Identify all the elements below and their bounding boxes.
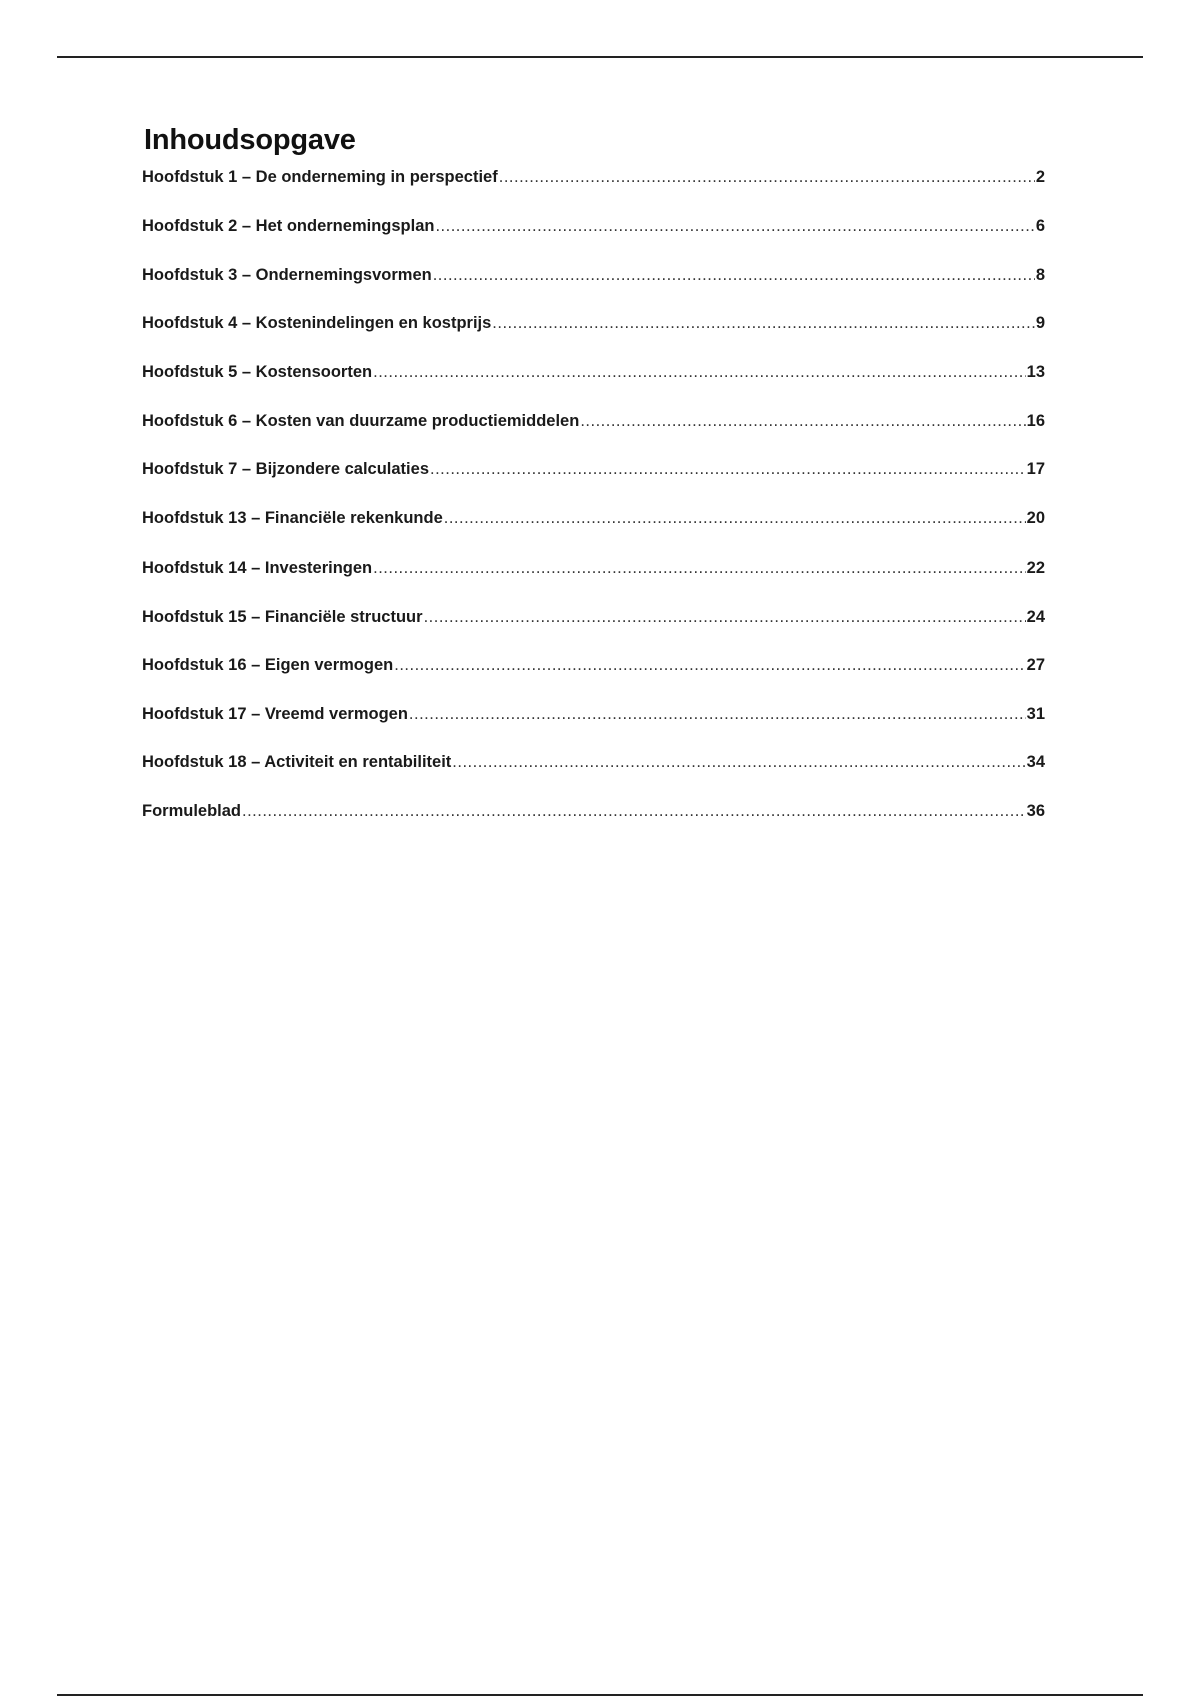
- dot-leader: [409, 703, 1026, 725]
- toc-entry-14[interactable]: [142, 800, 1045, 822]
- toc-entry-4[interactable]: [142, 312, 1045, 334]
- toc-entry-label: Hoofdstuk 4 – Kostenindelingen en kostprijs: [142, 314, 492, 332]
- toc-entry-page: 9: [1035, 314, 1045, 332]
- dot-leader: [394, 654, 1025, 676]
- dot-leader: [492, 312, 1035, 334]
- dot-leader: [580, 410, 1025, 432]
- dot-leader: [242, 800, 1026, 822]
- header-rule: [57, 56, 1143, 58]
- toc-entry-label: Hoofdstuk 18 – Activiteit en rentabiliteit: [142, 753, 452, 771]
- dot-leader: [499, 166, 1035, 188]
- toc-entry-page: 20: [1026, 509, 1045, 527]
- toc-entry-label: Hoofdstuk 1 – De onderneming in perspectief: [142, 168, 498, 186]
- toc-entry-label: Hoofdstuk 16 – Eigen vermogen: [142, 656, 394, 674]
- toc-entry-page: 34: [1026, 753, 1045, 771]
- table-of-contents: [142, 118, 1045, 820]
- toc-entry-label: Formuleblad: [142, 802, 242, 820]
- toc-entry-page: 16: [1026, 412, 1045, 430]
- toc-entry-label: Hoofdstuk 7 – Bijzondere calculaties: [142, 460, 429, 478]
- toc-entry-page: 27: [1026, 656, 1045, 674]
- toc-entry-2[interactable]: [142, 215, 1045, 237]
- dot-leader: [430, 458, 1026, 480]
- toc-entry-label: Hoofdstuk 17 – Vreemd vermogen: [142, 705, 408, 723]
- dot-leader: [452, 751, 1025, 773]
- toc-entry-page: 31: [1026, 705, 1045, 723]
- toc-title: Inhoudsopgave: [144, 124, 356, 156]
- toc-entry-7[interactable]: [142, 458, 1045, 480]
- toc-entry-page: 24: [1026, 608, 1045, 626]
- toc-entry-page: 17: [1026, 460, 1045, 478]
- toc-entry-9[interactable]: [142, 557, 1045, 579]
- toc-entry-8[interactable]: [142, 507, 1045, 529]
- dot-leader: [444, 507, 1026, 529]
- dot-leader: [433, 264, 1035, 286]
- footer-rule: [57, 1694, 1143, 1696]
- toc-entry-12[interactable]: [142, 703, 1045, 725]
- toc-entry-page: 8: [1035, 266, 1045, 284]
- toc-entry-11[interactable]: [142, 654, 1045, 676]
- toc-entry-6[interactable]: [142, 410, 1045, 432]
- toc-entry-5[interactable]: [142, 361, 1045, 383]
- toc-entry-13[interactable]: [142, 751, 1045, 773]
- toc-entry-page: 2: [1035, 168, 1045, 186]
- toc-entry-label: Hoofdstuk 5 – Kostensoorten: [142, 363, 373, 381]
- toc-entry-page: 36: [1026, 802, 1045, 820]
- toc-entry-label: Hoofdstuk 3 – Ondernemingsvormen: [142, 266, 432, 284]
- toc-entry-10[interactable]: [142, 606, 1045, 628]
- toc-entry-label: Hoofdstuk 13 – Financiële rekenkunde: [142, 509, 443, 527]
- dot-leader: [424, 606, 1026, 628]
- toc-entry-1[interactable]: [142, 166, 1045, 188]
- dot-leader: [435, 215, 1034, 237]
- dot-leader: [373, 557, 1026, 579]
- toc-entry-page: 6: [1035, 217, 1045, 235]
- dot-leader: [373, 361, 1026, 383]
- toc-entry-page: 22: [1026, 559, 1045, 577]
- toc-entry-label: Hoofdstuk 15 – Financiële structuur: [142, 608, 423, 626]
- toc-entry-3[interactable]: [142, 264, 1045, 286]
- toc-entry-label: Hoofdstuk 6 – Kosten van duurzame productiemiddelen: [142, 412, 580, 430]
- toc-entry-label: Hoofdstuk 14 – Investeringen: [142, 559, 373, 577]
- toc-entry-page: 13: [1026, 363, 1045, 381]
- toc-entry-label: Hoofdstuk 2 – Het ondernemingsplan: [142, 217, 435, 235]
